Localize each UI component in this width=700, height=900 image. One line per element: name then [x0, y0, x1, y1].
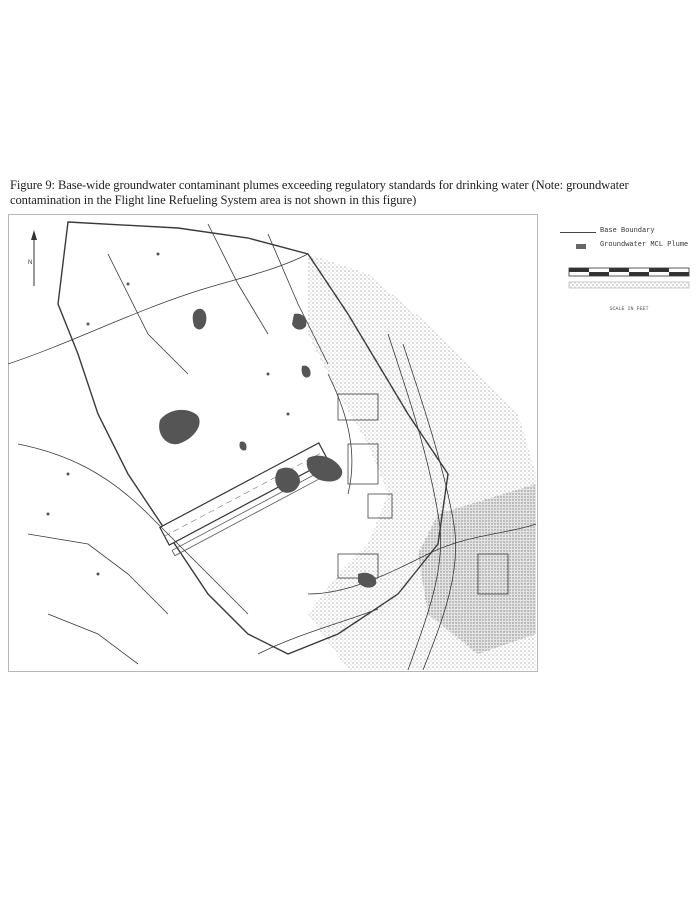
scale-label: SCALE IN FEET [609, 306, 649, 312]
base-map [8, 214, 538, 672]
figure-caption: Figure 9: Base-wide groundwater contaminant plumes exceeding regulatory standards for drinking water (Note: groundwater contamination in the Flight line Refueling System area is not shown in this figure) [10, 178, 629, 207]
legend-item-base-boundary: Base Boundary [560, 226, 700, 240]
north-arrow-label: N [28, 260, 33, 266]
boundary-line-icon [560, 232, 596, 233]
map-canvas [8, 214, 538, 672]
scale-bar [568, 260, 690, 312]
legend-item-plume: Groundwater MCL Plume [560, 240, 700, 254]
plume-swatch-icon [576, 244, 586, 249]
map-legend [560, 226, 700, 254]
